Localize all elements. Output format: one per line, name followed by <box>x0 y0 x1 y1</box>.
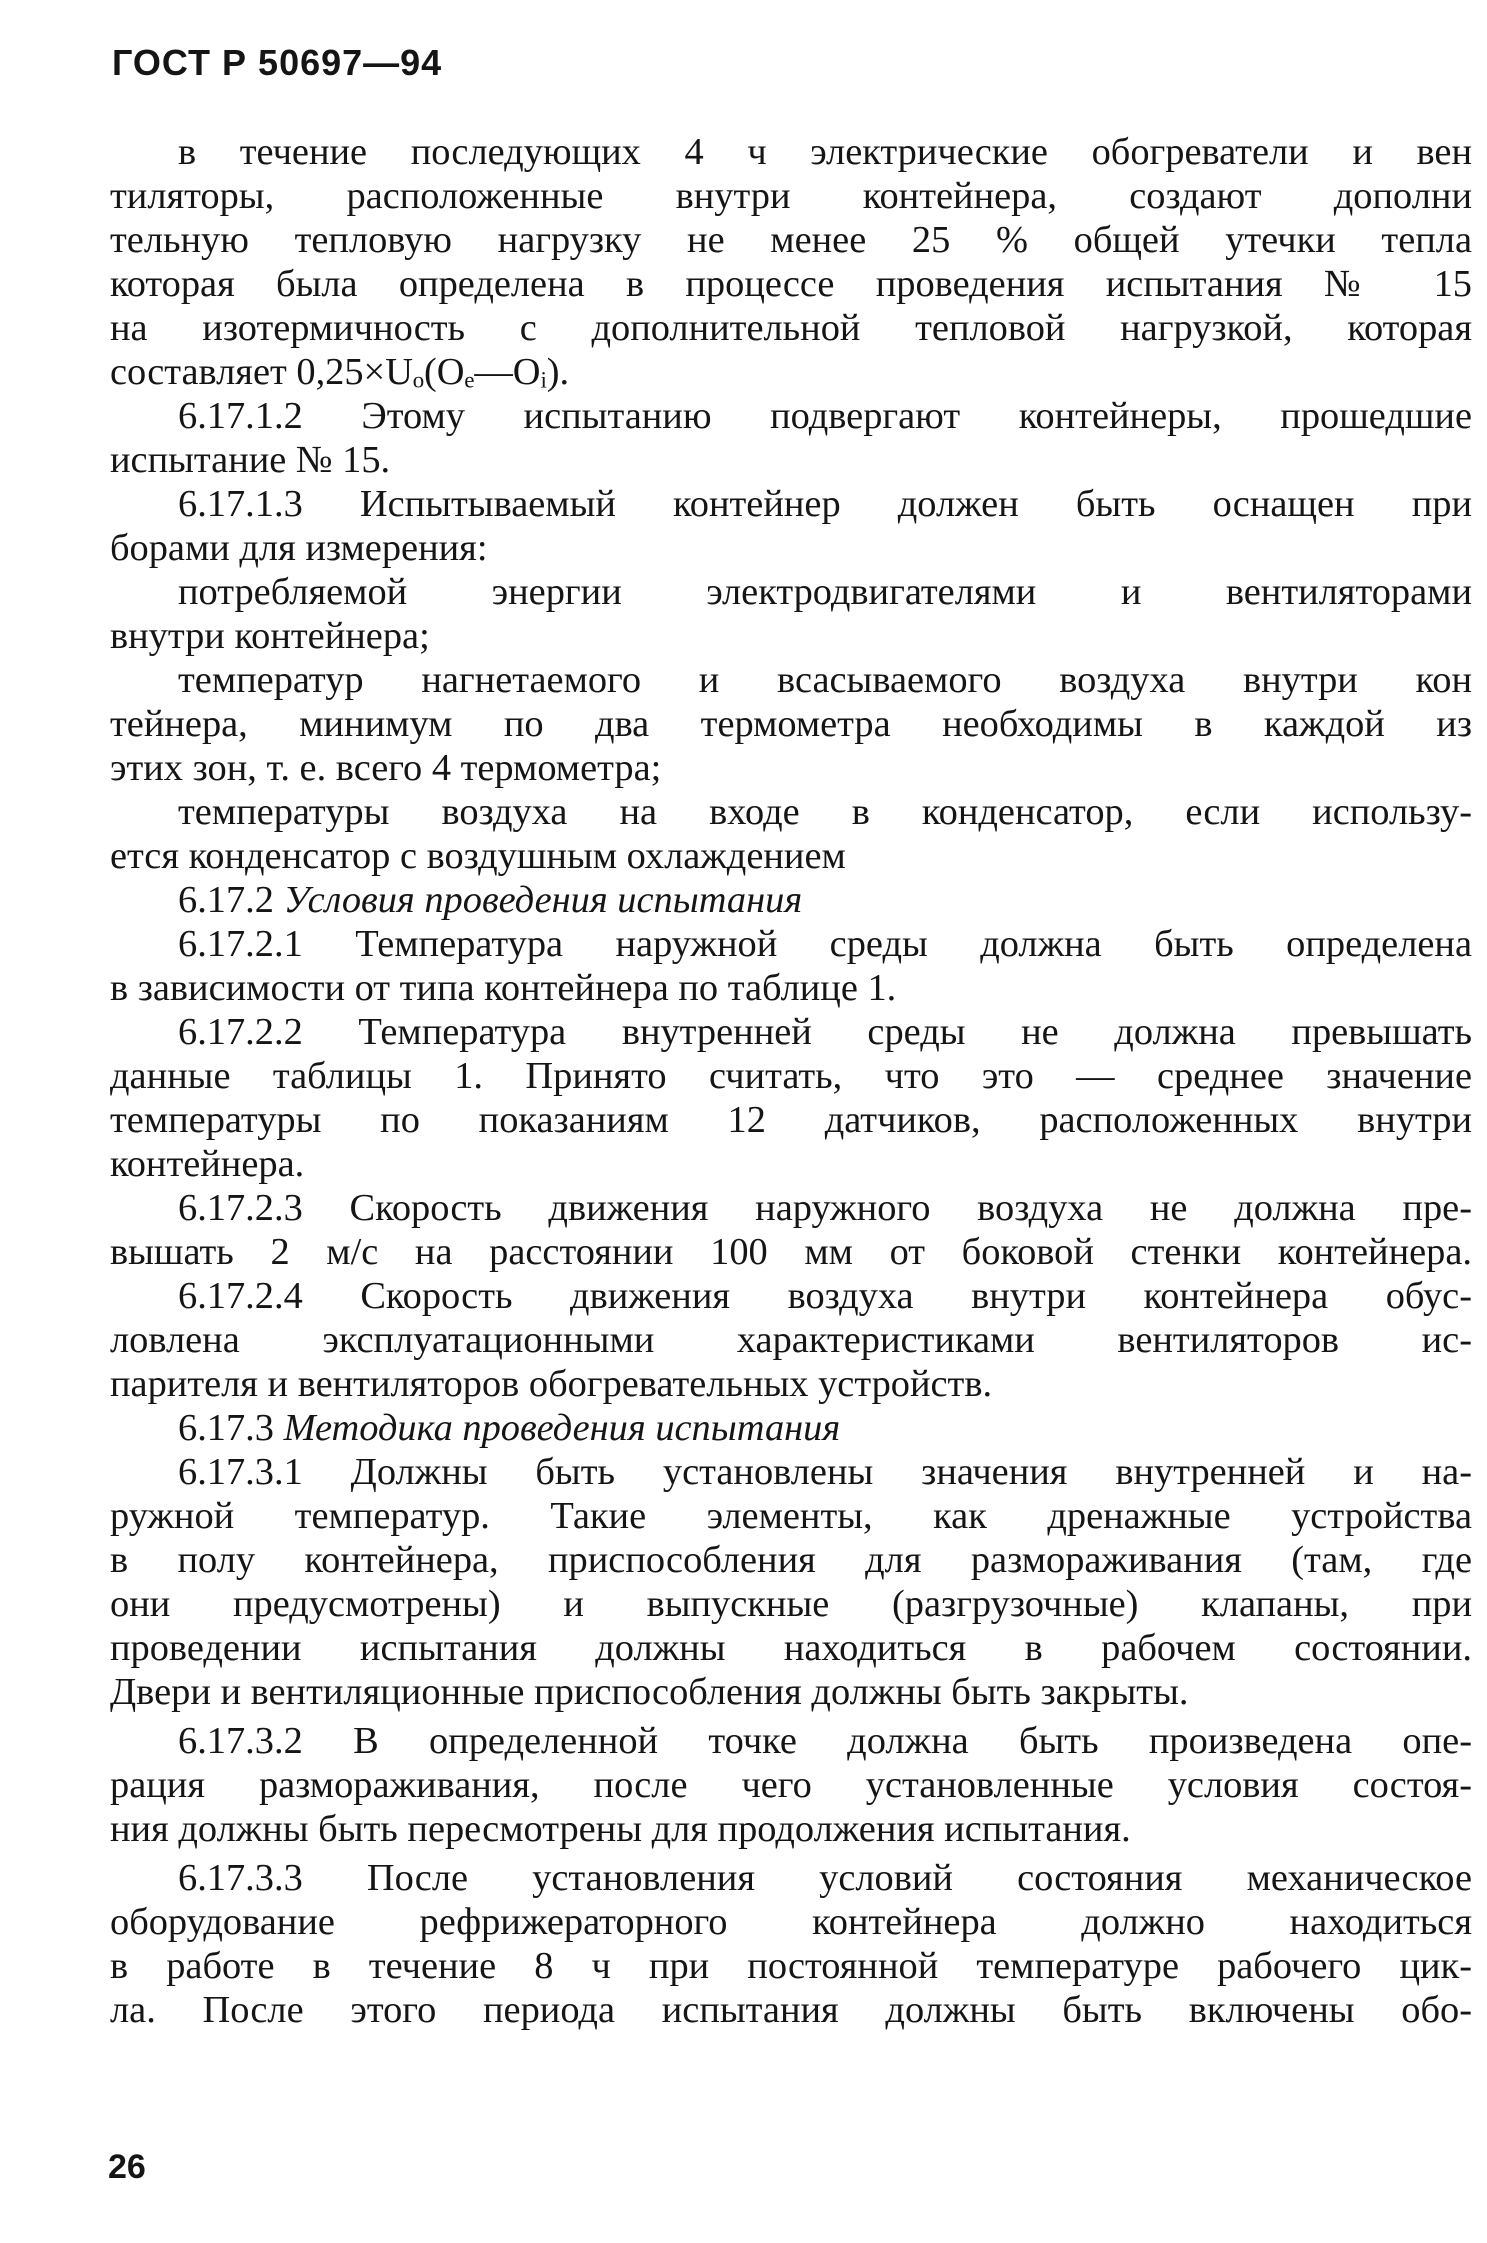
text-line: ния должны быть пересмотрены для продолжения испытания. <box>110 1808 1131 1850</box>
text-line: 6.17.1.3 Испытываемый контейнер должен быть оснащен при <box>178 483 1472 525</box>
text-line: ловлена эксплуатационными характеристиками вентиляторов ис- <box>110 1319 1472 1361</box>
text-line: 6.17.3.3 После установления условий состояния механическое <box>178 1857 1472 1899</box>
text-line: в течение последующих 4 ч электрические обогреватели и вен <box>178 131 1472 173</box>
text-line: потребляемой энергии электродвигателями и вентиляторами <box>178 571 1472 613</box>
text-line: ружной температур. Такие элементы, как дренажные устройства <box>110 1495 1472 1537</box>
page-number: 26 <box>108 2148 146 2186</box>
text-line: проведении испытания должны находиться в рабочем состоянии. <box>110 1627 1472 1669</box>
text-line: температур нагнетаемого и всасываемого воздуха внутри кон <box>178 659 1472 701</box>
text-line: в полу контейнера, приспособления для размораживания (там, где <box>110 1539 1472 1581</box>
text-line: вышать 2 м/с на расстоянии 100 мм от боковой стенки контейнера. <box>110 1231 1472 1273</box>
text-line <box>110 878 1472 922</box>
text-line: тейнера, минимум по два термометра необходимы в каждой из <box>110 703 1472 745</box>
text-line: они предусмотрены) и выпускные (разгрузочные) клапаны, при <box>110 1583 1472 1625</box>
text-line <box>110 1406 1472 1450</box>
text-line: парителя и вентиляторов обогревательных устройств. <box>110 1363 993 1405</box>
section-heading: Условия проведения испытания <box>283 879 803 921</box>
section-number: 6.17.3 <box>178 1407 284 1449</box>
text-line: внутри контейнера; <box>110 615 430 657</box>
document-body <box>110 130 1472 2032</box>
text-line: ется конденсатор с воздушным охлаждением <box>110 835 846 877</box>
text-line: оборудование рефрижераторного контейнера должно находиться <box>110 1901 1472 1943</box>
text-line: ла. После этого периода испытания должны быть включены обо- <box>110 1989 1472 2031</box>
text-line: испытание № 15. <box>110 439 391 481</box>
text-line: данные таблицы 1. Принято считать, что это — среднее значение <box>110 1055 1472 1097</box>
text-line: тельную тепловую нагрузку не менее 25 % общей утечки тепла <box>110 219 1472 261</box>
text-line: Двери и вентиляционные приспособления должны быть закрыты. <box>110 1671 1189 1713</box>
text-line: 6.17.1.2 Этому испытанию подвергают контейнеры, прошедшие <box>178 395 1472 437</box>
text-line: 6.17.3.2 В определенной точке должна быть произведена опе- <box>178 1720 1472 1762</box>
text-line: температуры воздуха на входе в конденсатор, если использу- <box>178 791 1472 833</box>
text-line: 6.17.2.2 Температура внутренней среды не должна превышать <box>178 1011 1472 1053</box>
text-line: которая была определена в процессе проведения испытания № 15 <box>110 263 1472 305</box>
text-line: рация размораживания, после чего установленные условия состоя- <box>110 1764 1472 1806</box>
text-line: в работе в течение 8 ч при постоянной температуре рабочего цик- <box>110 1945 1472 1987</box>
text-line: 6.17.3.1 Должны быть установлены значения внутренней и на- <box>178 1451 1472 1493</box>
text-line: тиляторы, расположенные внутри контейнера, создают дополни <box>110 175 1472 217</box>
section-heading: Методика проведения испытания <box>283 1407 841 1449</box>
text-line: 6.17.2.4 Скорость движения воздуха внутри контейнера обус- <box>178 1275 1472 1317</box>
text-line: на изотермичность с дополнительной тепловой нагрузкой, которая <box>110 307 1472 349</box>
text-line: в зависимости от типа контейнера по таблице 1. <box>110 967 897 1009</box>
text-line: контейнера. <box>110 1143 305 1185</box>
text-line: 6.17.2.1 Температура наружной среды должна быть определена <box>178 923 1472 965</box>
text-line: температуры по показаниям 12 датчиков, расположенных внутри <box>110 1099 1472 1141</box>
text-line: борами для измерения: <box>110 527 488 569</box>
section-number: 6.17.2 <box>178 879 284 921</box>
text-line: 6.17.2.3 Скорость движения наружного воздуха не должна пре- <box>178 1187 1472 1229</box>
text-line: составляет 0,25×Uₒ(Oₑ—Oᵢ). <box>110 351 570 393</box>
text-line: этих зон, т. е. всего 4 термометра; <box>110 747 662 789</box>
standard-designation: ГОСТ Р 50697—94 <box>112 42 443 83</box>
